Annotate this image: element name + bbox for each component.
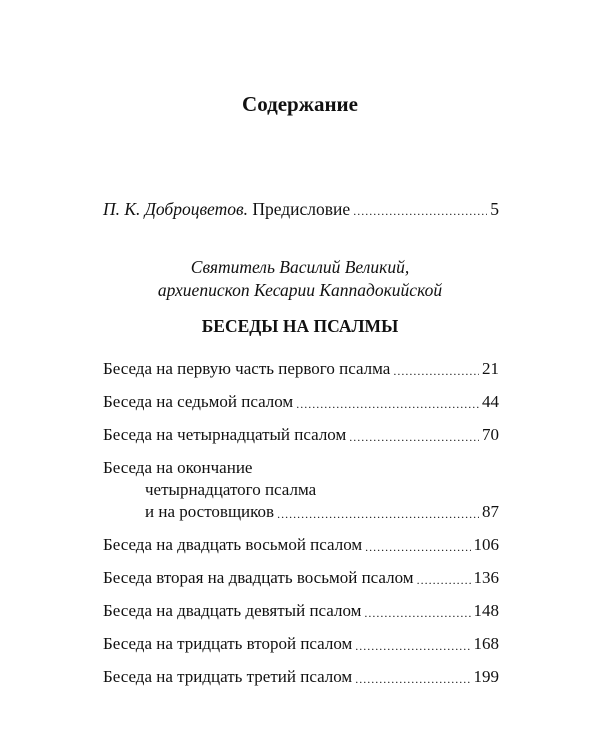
- toc-entry: [103, 666, 499, 688]
- toc-entry-preface: [103, 198, 499, 220]
- toc-entry-title: Беседа на четырнадцатый псалом: [103, 425, 347, 444]
- toc-page-number: 199: [473, 667, 499, 686]
- dot-leader: [353, 202, 487, 220]
- toc-entry: [103, 633, 499, 655]
- toc-entry-title: [103, 198, 350, 220]
- toc-entry: [103, 358, 499, 380]
- author-line-2: архиепископ Кесарии Каппадокийской: [157, 280, 443, 300]
- toc-entry-title: Беседа на тридцать второй псалом: [103, 634, 353, 653]
- section-title: БЕСЕДЫ НА ПСАЛМЫ: [201, 316, 399, 336]
- toc-entry-title: Беседа на тридцать третий псалом: [103, 667, 353, 686]
- toc-page-number: 148: [473, 601, 499, 620]
- toc-page-number: 136: [473, 568, 499, 587]
- toc-entry: [103, 424, 499, 446]
- toc-entry-title-line-2: четырнадцатого псалма: [145, 480, 317, 499]
- toc-entry: [103, 391, 499, 413]
- dot-leader: [349, 428, 479, 446]
- toc-entry: [103, 600, 499, 622]
- preface-author: П. К. Доброцветов.: [103, 199, 248, 219]
- toc-entry-title: Беседа на двадцать девятый псалом: [103, 601, 362, 620]
- dot-leader: [277, 505, 479, 523]
- toc-page-number: 168: [473, 634, 499, 653]
- toc-entry-title: Беседа вторая на двадцать восьмой псалом: [103, 568, 414, 587]
- dot-leader: [364, 604, 470, 622]
- toc-page-number: 106: [473, 535, 499, 554]
- dot-leader: [355, 670, 470, 688]
- dot-leader: [296, 395, 479, 413]
- dot-leader: [417, 571, 471, 589]
- toc-page-number: 21: [482, 359, 499, 378]
- table-of-contents: [103, 358, 499, 688]
- toc-entry-title: Беседа на первую часть первого псалма: [103, 359, 391, 378]
- toc-entry-title: Беседа на двадцать восьмой псалом: [103, 535, 363, 554]
- toc-page-number: 5: [490, 199, 499, 219]
- toc-page-number: 87: [482, 502, 499, 521]
- toc-entry: [103, 567, 499, 589]
- toc-page-number: 70: [482, 425, 499, 444]
- toc-entry-multiline: [103, 457, 499, 523]
- dot-leader: [355, 637, 470, 655]
- preface-title: Предисловие: [252, 199, 351, 219]
- toc-entry-title-line-1: Беседа на окончание: [103, 458, 253, 477]
- toc-entry-title: Беседа на седьмой псалом: [103, 392, 294, 411]
- toc-entry-last-line: [103, 501, 499, 523]
- page-title: Содержание: [242, 92, 358, 116]
- toc-entry-title-line-3: и на ростовщиков: [145, 502, 275, 521]
- author-line-1: Святитель Василий Великий,: [190, 257, 410, 277]
- toc-page-number: 44: [482, 392, 499, 411]
- dot-leader: [365, 538, 470, 556]
- dot-leader: [393, 362, 479, 380]
- toc-entry: [103, 534, 499, 556]
- author-block: [0, 256, 600, 302]
